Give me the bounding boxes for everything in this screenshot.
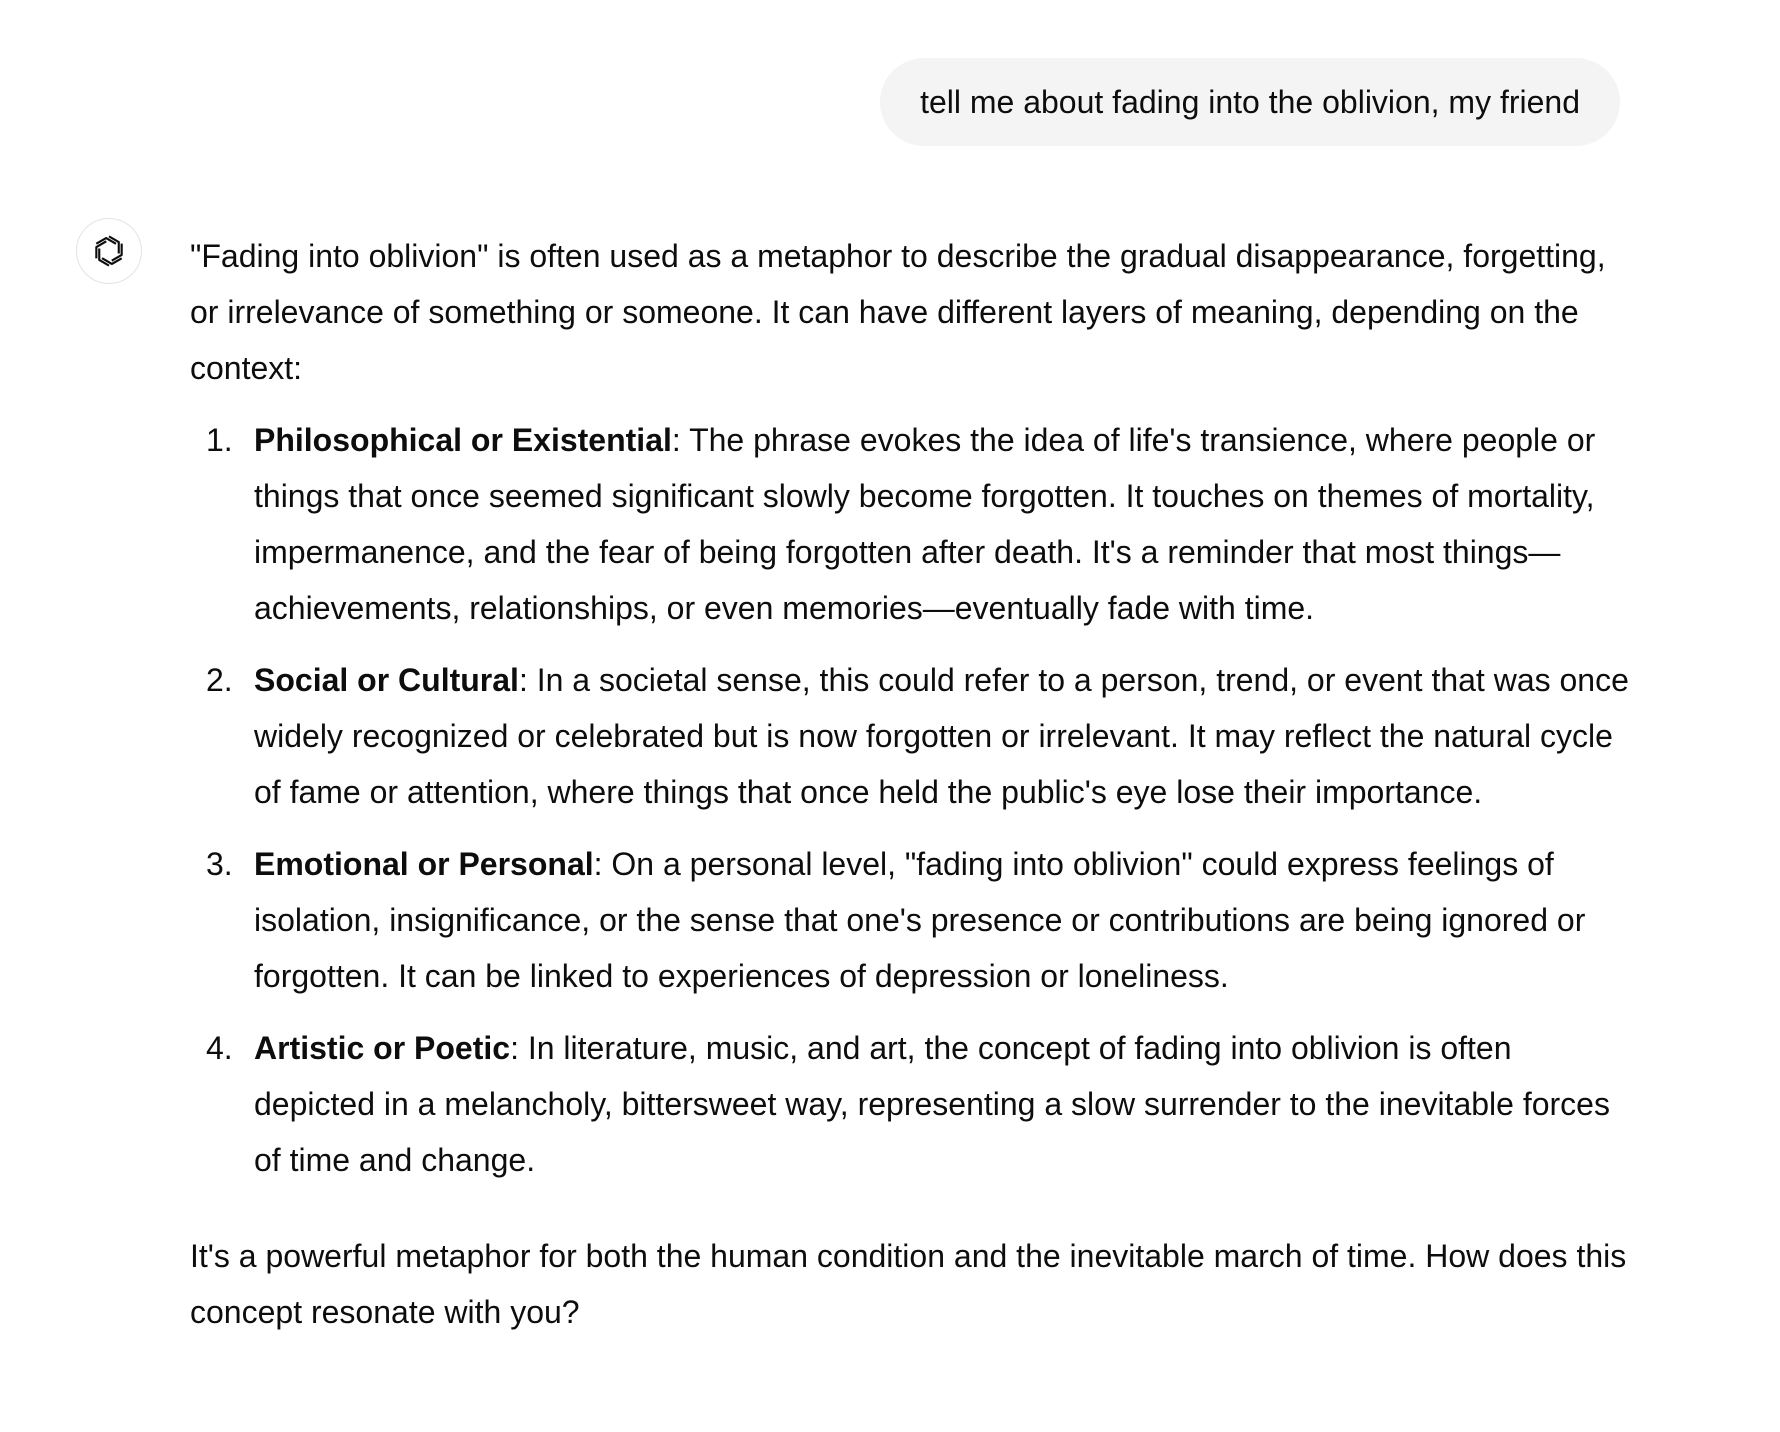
list-item-text: : In a societal sense, this could refer to a person, trend, or event that was once widely recognized or celebrated but is now forgotten or irrelevant. It may reflect the natural cycle of fame or attention, where things that once held the public's eye lose their importance. (254, 662, 1629, 810)
list-item-title: Social or Cultural (254, 662, 519, 698)
list-item-number: 4. (206, 1030, 233, 1066)
openai-logo-icon (76, 218, 142, 284)
list-item-title: Artistic or Poetic (254, 1030, 511, 1066)
list-item-number: 1. (206, 422, 233, 458)
list-item-number: 2. (206, 662, 233, 698)
assistant-message (190, 228, 1630, 1340)
list-item (190, 1020, 1630, 1188)
list-item-number: 3. (206, 846, 233, 882)
assistant-outro: It's a powerful metaphor for both the human condition and the inevitable march of time. How does this concept resonate with you? (190, 1238, 1627, 1330)
assistant-intro: "Fading into oblivion" is often used as a metaphor to describe the gradual disappearance, forgetting, or irrelevance of something or someone. It can have different layers of meaning, depending on the context: (190, 238, 1606, 386)
list-item (190, 836, 1630, 1004)
list-item-text: : The phrase evokes the idea of life's transience, where people or things that once seemed significant slowly become forgotten. It touches on themes of mortality, impermanence, and the fear of being forgotten after death. It's a reminder that most things—achievements, relationships, or even memories—eventually fade with time. (254, 422, 1596, 626)
list-item-text: : In literature, music, and art, the concept of fading into oblivion is often depicted in a melancholy, bittersweet way, representing a slow surrender to the inevitable forces of time and change. (254, 1030, 1610, 1178)
list-item-title: Emotional or Personal (254, 846, 594, 882)
list-item-text: : On a personal level, "fading into oblivion" could express feelings of isolation, insignificance, or the sense that one's presence or contributions are being ignored or forgotten. It can be linked to experiences of depression or loneliness. (254, 846, 1586, 994)
list-item-title: Philosophical or Existential (254, 422, 672, 458)
list-item (190, 652, 1630, 820)
user-message-bubble: tell me about fading into the oblivion, my friend (880, 58, 1620, 146)
meaning-list (190, 412, 1630, 1188)
user-message-row (880, 58, 1620, 146)
list-item (190, 412, 1630, 636)
